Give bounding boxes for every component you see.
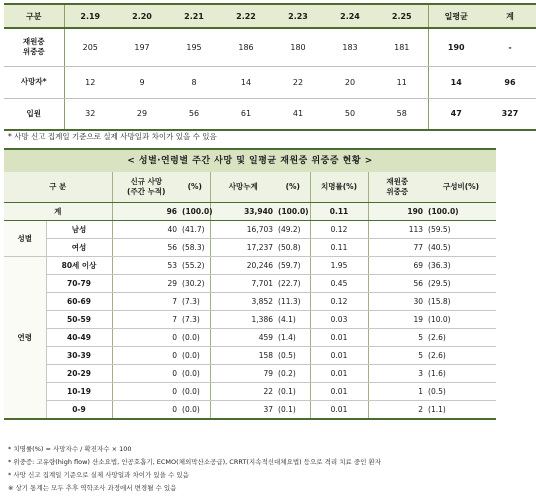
cell-cfr: 0.01 xyxy=(310,347,368,365)
header-fatality-rate: 치명률(%) xyxy=(310,172,368,203)
table-row xyxy=(4,347,496,365)
cell-cum-pct: (50.8) xyxy=(276,239,310,257)
cell-crit: 1 xyxy=(368,383,426,401)
cell-new-pct: (0.0) xyxy=(180,383,210,401)
admissions-row xyxy=(4,98,536,130)
total-row xyxy=(4,203,496,221)
cell-cum: 79 xyxy=(210,365,276,383)
cell: 29 xyxy=(116,98,168,130)
cell-new: 0 xyxy=(112,329,180,347)
cell: 183 xyxy=(324,28,376,66)
top-table-note: * 사망 신고 집계일 기준으로 실제 사망일과 차이가 있을 수 있음 xyxy=(8,132,217,141)
cell-crit-pct: (40.5) xyxy=(426,239,496,257)
row-label-text: 재원중 위중증 xyxy=(22,37,45,57)
cell-new-pct: (0.0) xyxy=(180,329,210,347)
cell-crit-pct: (2.6) xyxy=(426,329,496,347)
cell-cfr: 0.45 xyxy=(310,275,368,293)
cell-new-pct: (7.3) xyxy=(180,293,210,311)
cell: 11 xyxy=(376,66,428,98)
daily-stats-table xyxy=(4,3,536,131)
cell-new-pct: (0.0) xyxy=(180,401,210,420)
row-label: 20-29 xyxy=(46,365,112,383)
cell: 58 xyxy=(376,98,428,130)
cell: 41 xyxy=(272,98,324,130)
cell-cfr: 0.11 xyxy=(310,203,368,221)
cell-cum-pct: (0.2) xyxy=(276,365,310,383)
row-label: 60-69 xyxy=(46,293,112,311)
cell: 20 xyxy=(324,66,376,98)
cell-crit: 5 xyxy=(368,329,426,347)
cell: 22 xyxy=(272,66,324,98)
table-row xyxy=(4,257,496,275)
header-critical-text: 재원중 위중증 xyxy=(386,177,409,196)
avg-cell: 47 xyxy=(428,98,484,130)
cell-cfr: 0.12 xyxy=(310,293,368,311)
cell-cum-pct: (100.0) xyxy=(276,203,310,221)
cell-new-pct: (30.2) xyxy=(180,275,210,293)
cell-cfr: 0.12 xyxy=(310,221,368,239)
cell-crit: 56 xyxy=(368,275,426,293)
cell-crit-pct: (36.3) xyxy=(426,257,496,275)
cell-cum: 7,701 xyxy=(210,275,276,293)
header-date: 2.24 xyxy=(324,4,376,28)
section-title: < 성별‧연령별 주간 사망 및 일평균 재원중 위중증 현황 > xyxy=(4,148,496,173)
row-label: 남성 xyxy=(46,221,112,239)
cell-new: 56 xyxy=(112,239,180,257)
cell: 61 xyxy=(220,98,272,130)
cell-cum: 459 xyxy=(210,329,276,347)
cell-cum-pct: (59.7) xyxy=(276,257,310,275)
cell: 186 xyxy=(220,28,272,66)
cell-cum: 17,237 xyxy=(210,239,276,257)
header-date: 2.20 xyxy=(116,4,168,28)
cell-crit: 19 xyxy=(368,311,426,329)
cell-crit: 2 xyxy=(368,401,426,420)
group-label-age: 연령 xyxy=(4,257,46,420)
total-label: 계 xyxy=(4,203,112,221)
cell-cum-pct: (4.1) xyxy=(276,311,310,329)
row-label: 사망자* xyxy=(4,66,64,98)
header-pct: (%) xyxy=(276,172,310,203)
row-label: 50-59 xyxy=(46,311,112,329)
cell-new: 29 xyxy=(112,275,180,293)
demographic-stats-table xyxy=(4,172,496,420)
header-total: 계 xyxy=(484,4,536,28)
cell-new-pct: (7.3) xyxy=(180,311,210,329)
table-row xyxy=(4,401,496,420)
cell: 195 xyxy=(168,28,220,66)
row-label: 여성 xyxy=(46,239,112,257)
cell-crit-pct: (1.6) xyxy=(426,365,496,383)
cell-new: 96 xyxy=(112,203,180,221)
row-label: 80세 이상 xyxy=(46,257,112,275)
table-row xyxy=(4,275,496,293)
total-cell: 96 xyxy=(484,66,536,98)
header-share: 구성비(%) xyxy=(426,172,496,203)
cell-cum-pct: (0.1) xyxy=(276,383,310,401)
footnote: * 위중증: 고유량(high flow) 산소요법, 인공호흡기, ECMO(체외막산소공급), CRRT(지속적신대체요법) 등으로 격리 치료 중인 환자 xyxy=(8,458,382,466)
cell-cum-pct: (22.7) xyxy=(276,275,310,293)
cell-cfr: 0.01 xyxy=(310,329,368,347)
cell-crit: 69 xyxy=(368,257,426,275)
cell-crit-pct: (15.8) xyxy=(426,293,496,311)
cell: 205 xyxy=(64,28,116,66)
avg-cell: 14 xyxy=(428,66,484,98)
cell-crit-pct: (100.0) xyxy=(426,203,496,221)
cell-new: 0 xyxy=(112,401,180,420)
footnote: ※ 상기 통계는 모두 추후 역학조사 과정에서 변경될 수 있음 xyxy=(8,484,177,492)
cell-new: 0 xyxy=(112,383,180,401)
cell: 197 xyxy=(116,28,168,66)
header-new-deaths xyxy=(112,172,180,203)
row-label: 10-19 xyxy=(46,383,112,401)
age-rows xyxy=(4,257,496,420)
cell-cfr: 1.95 xyxy=(310,257,368,275)
cell-crit-pct: (2.6) xyxy=(426,347,496,365)
cell: 9 xyxy=(116,66,168,98)
cell-cfr: 0.01 xyxy=(310,365,368,383)
cell-cum-pct: (49.2) xyxy=(276,221,310,239)
cell-new: 7 xyxy=(112,311,180,329)
cell: 180 xyxy=(272,28,324,66)
cell-new-pct: (58.3) xyxy=(180,239,210,257)
cell-cfr: 0.01 xyxy=(310,383,368,401)
header-category: 구분 xyxy=(4,4,64,28)
cell: 32 xyxy=(64,98,116,130)
row-label: 40-49 xyxy=(46,329,112,347)
row-label: 30-39 xyxy=(46,347,112,365)
cell-new-pct: (0.0) xyxy=(180,347,210,365)
header-daily-average: 일평균 xyxy=(428,4,484,28)
cell: 50 xyxy=(324,98,376,130)
cell-cfr: 0.01 xyxy=(310,401,368,420)
cell-cum: 158 xyxy=(210,347,276,365)
demographic-header-row xyxy=(4,172,496,203)
header-date: 2.23 xyxy=(272,4,324,28)
footnote: * 사망 신고 집계일 기준으로 실제 사망일과 차이가 있을 수 있음 xyxy=(8,471,189,479)
cell: 14 xyxy=(220,66,272,98)
cell: 12 xyxy=(64,66,116,98)
deaths-row xyxy=(4,66,536,98)
cell-cum: 20,246 xyxy=(210,257,276,275)
row-label: 입원 xyxy=(4,98,64,130)
cell: 181 xyxy=(376,28,428,66)
header-cumulative-deaths: 사망누계 xyxy=(210,172,276,203)
table-row xyxy=(4,365,496,383)
cell-new: 7 xyxy=(112,293,180,311)
cell-cum-pct: (0.1) xyxy=(276,401,310,420)
cell-new: 53 xyxy=(112,257,180,275)
critical-row xyxy=(4,28,536,66)
header-critical xyxy=(368,172,426,203)
table-row xyxy=(4,293,496,311)
cell-new: 0 xyxy=(112,347,180,365)
cell-cum-pct: (1.4) xyxy=(276,329,310,347)
cell-crit-pct: (59.5) xyxy=(426,221,496,239)
cell-crit: 190 xyxy=(368,203,426,221)
cell-new-pct: (41.7) xyxy=(180,221,210,239)
cell-new-pct: (55.2) xyxy=(180,257,210,275)
group-label-sex: 성별 xyxy=(4,221,46,257)
total-cell: - xyxy=(484,28,536,66)
row-label: 0-9 xyxy=(46,401,112,420)
table-row xyxy=(4,383,496,401)
cell-cum: 37 xyxy=(210,401,276,420)
header-group: 구 분 xyxy=(4,172,112,203)
header-date: 2.22 xyxy=(220,4,272,28)
header-new-deaths-text: 신규 사망 (주간 누적) xyxy=(127,177,166,196)
cell-cfr: 0.11 xyxy=(310,239,368,257)
cell-cum: 33,940 xyxy=(210,203,276,221)
header-date: 2.19 xyxy=(64,4,116,28)
cell-cum: 3,852 xyxy=(210,293,276,311)
cell-crit-pct: (29.5) xyxy=(426,275,496,293)
total-cell: 327 xyxy=(484,98,536,130)
header-pct: (%) xyxy=(180,172,210,203)
avg-cell: 190 xyxy=(428,28,484,66)
table-row xyxy=(4,221,496,239)
cell-crit-pct: (10.0) xyxy=(426,311,496,329)
cell-cum: 16,703 xyxy=(210,221,276,239)
cell-new: 0 xyxy=(112,365,180,383)
row-label xyxy=(4,28,64,66)
cell-cum: 1,386 xyxy=(210,311,276,329)
table-row xyxy=(4,239,496,257)
daily-stats-header-row xyxy=(4,4,536,28)
cell-crit: 77 xyxy=(368,239,426,257)
cell-crit-pct: (0.5) xyxy=(426,383,496,401)
cell-cum-pct: (11.3) xyxy=(276,293,310,311)
header-date: 2.25 xyxy=(376,4,428,28)
footnote: * 치명률(%) = 사망자수 / 확진자수 × 100 xyxy=(8,445,132,453)
cell-crit: 5 xyxy=(368,347,426,365)
cell-crit-pct: (1.1) xyxy=(426,401,496,420)
row-label: 70-79 xyxy=(46,275,112,293)
cell-crit: 3 xyxy=(368,365,426,383)
cell-new-pct: (100.0) xyxy=(180,203,210,221)
table-row xyxy=(4,311,496,329)
cell-new: 40 xyxy=(112,221,180,239)
header-date: 2.21 xyxy=(168,4,220,28)
cell: 8 xyxy=(168,66,220,98)
cell-cum-pct: (0.5) xyxy=(276,347,310,365)
cell-crit: 30 xyxy=(368,293,426,311)
cell-cum: 22 xyxy=(210,383,276,401)
cell-cfr: 0.03 xyxy=(310,311,368,329)
cell: 56 xyxy=(168,98,220,130)
cell-new-pct: (0.0) xyxy=(180,365,210,383)
cell-crit: 113 xyxy=(368,221,426,239)
table-row xyxy=(4,329,496,347)
